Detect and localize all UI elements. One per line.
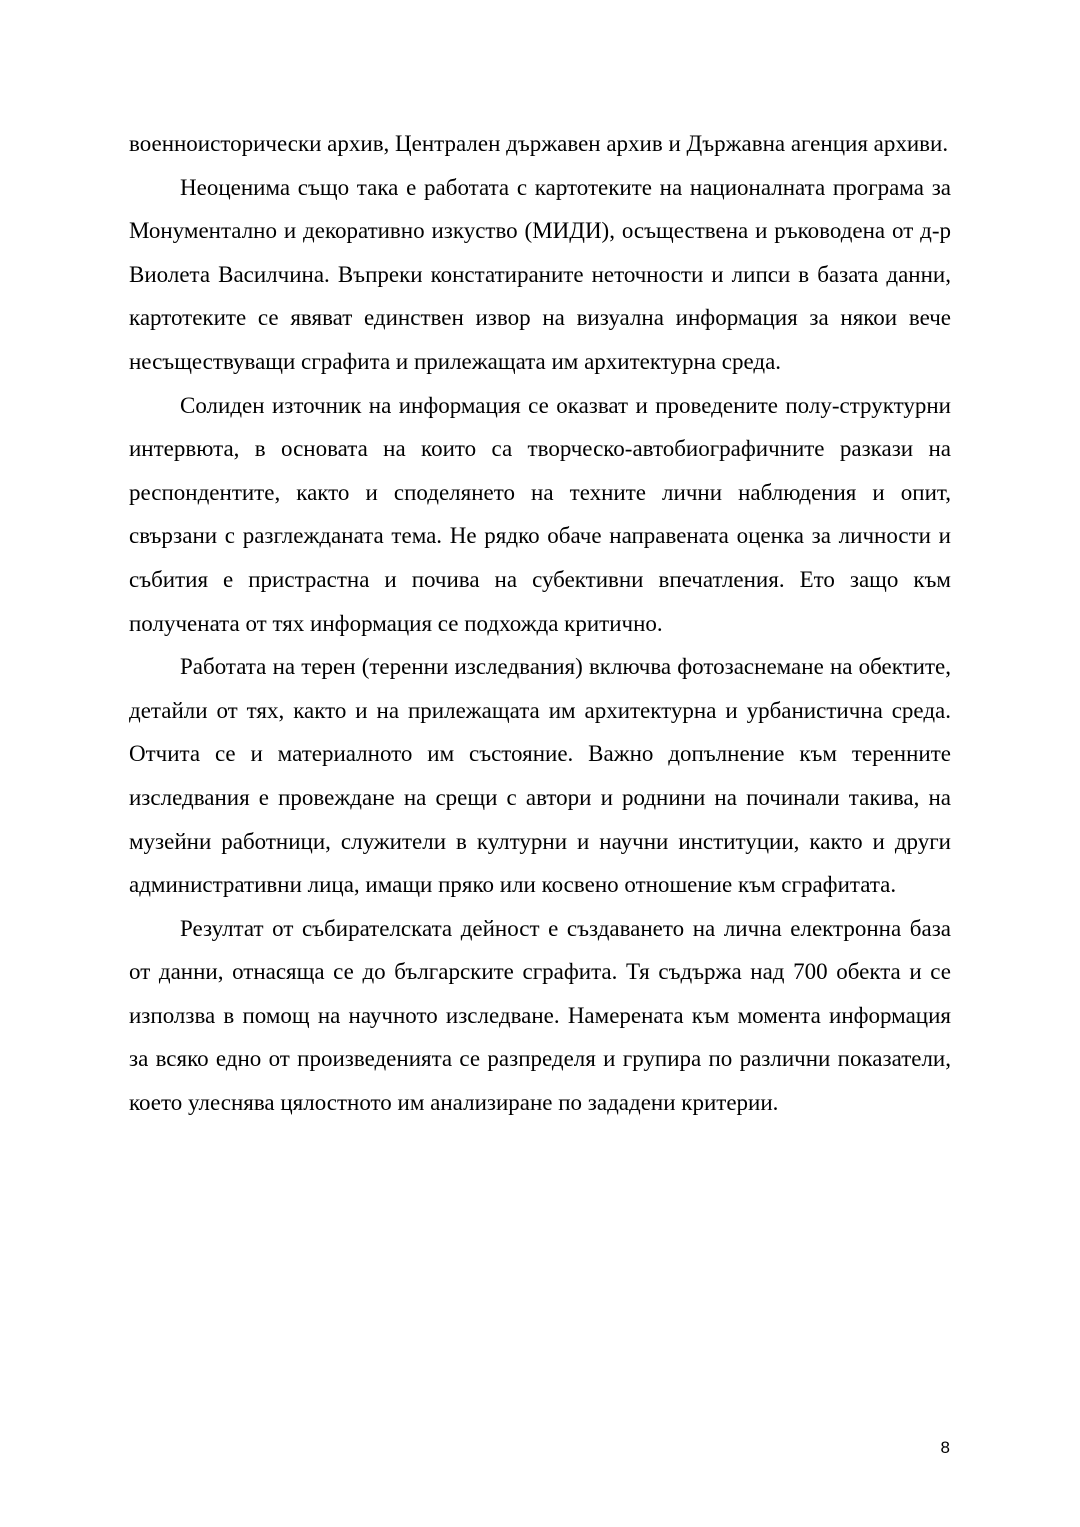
page-body bbox=[129, 122, 951, 1125]
paragraph-field-research: Работата на терен (теренни изследвания) включва фотозаснемане на обектите, детайли от тях, както и на прилежащата им архитектурна и урбанистична среда. Отчита се и материалното им състояние. Важно допълнение към теренните изследвания е провеждане на срещи с автори и роднини на починали такива, на музейни работници, служители в културни и научни институции, както и други административни лица, имащи пряко или косвено отношение към сграфитата. bbox=[129, 654, 951, 898]
paragraph-archives-continuation: военноисторически архив, Централен държавен архив и Държавна агенция архиви. bbox=[129, 131, 949, 156]
paragraph-midi-card-files: Неоценима също така е работата с картотеките на националната програма за Монументално и декоративно изкуство (МИДИ), осъществена и ръководена от д-р Виолета Василчина. Въпреки констатираните неточности и липси в базата данни, картотеките се явяват единствен извор на визуална информация за някои вече несъществуващи сграфита и прилежащата им архитектурна среда. bbox=[129, 174, 951, 374]
page-number: 8 bbox=[940, 1438, 950, 1457]
paragraph-interviews: Солиден източник на информация се оказват и проведените полу-структурни интервюта, в основата на които са творческо-автобиографичните разкази на респондентите, както и споделянето на техните лични наблюдения и опит, свързани с разглежданата тема. Не рядко обаче направената оценка за личности и събития е пристрастна и почива на субективни впечатления. Ето защо към получената от тях информация се подхожда критично. bbox=[129, 392, 951, 636]
paragraph-database: Резултат от събирателската дейност е създаването на лична електронна база от данни, отнасяща се до българските сграфита. Тя съдържа над 700 обекта и се използва в помощ на научното изследване. Намерената към момента информация за всяко едно от произведенията се разпределя и групира по различни показатели, което улеснява цялостното им анализиране по зададени критерии. bbox=[129, 915, 951, 1116]
